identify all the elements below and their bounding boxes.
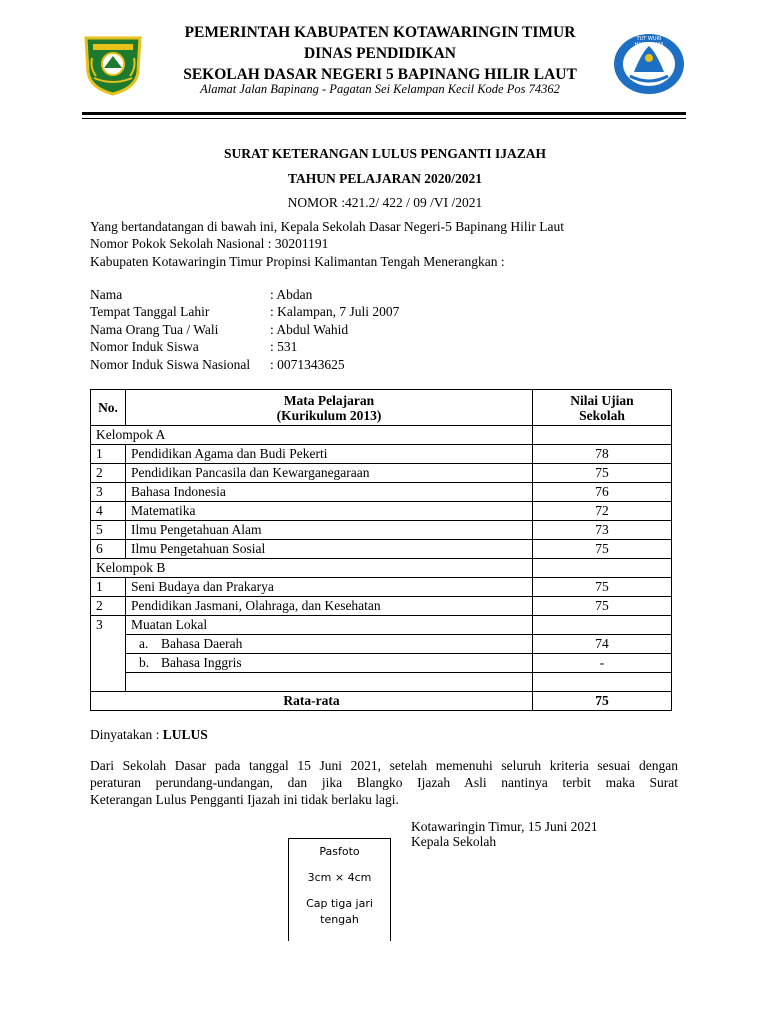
paragraph-line-3: Keterangan Lulus Pengganti Ijazah ini tidak berlaku lagi. — [90, 792, 399, 807]
table-row — [91, 578, 672, 597]
group-a-label: Kelompok A — [91, 426, 533, 445]
student-birth-value: : Kalampan, 7 Juli 2007 — [270, 304, 400, 319]
result-statement — [90, 727, 208, 743]
row-score: 75 — [533, 540, 672, 559]
signature-role: Kepala Sekolah — [411, 834, 497, 849]
signature-place-date: Kotawaringin Timur, 15 Juni 2021 — [411, 819, 598, 834]
row-no: 3 — [91, 483, 126, 502]
table-row — [91, 673, 672, 692]
row-score: 75 — [533, 464, 672, 483]
result-status: LULUS — [162, 727, 208, 742]
row-score: 75 — [533, 597, 672, 616]
header-line-3: SEKOLAH DASAR NEGERI 5 BAPINANG HILIR LAUT — [183, 66, 577, 83]
student-name-label: Nama — [90, 287, 123, 302]
row-subject: Pendidikan Pancasila dan Kewarganegaraan — [126, 464, 533, 483]
average-row — [91, 692, 672, 711]
row-subject: Ilmu Pengetahuan Sosial — [126, 540, 533, 559]
row-no: 2 — [91, 464, 126, 483]
document-year: TAHUN PELAJARAN 2020/2021 — [287, 171, 482, 186]
student-parent-label: Nama Orang Tua / Wali — [90, 322, 219, 337]
header-divider-thin — [82, 118, 686, 119]
paragraph-line-1: Dari Sekolah Dasar pada tanggal 15 Juni 2021, setelah memenuhi seluruh kriteria sesuai dengan — [90, 758, 678, 773]
row-subject: Muatan Lokal — [126, 616, 533, 635]
intro-line-2: Nomor Pokok Sekolah Nasional : 30201191 — [90, 236, 329, 251]
row-letter: a. — [139, 636, 149, 651]
intro-line-1: Yang bertandatangan di bawah ini, Kepala Sekolah Dasar Negeri-5 Bapinang Hilir Laut — [90, 219, 564, 234]
col-score-header-line-2: Sekolah — [579, 407, 625, 423]
photo-box — [288, 838, 391, 941]
row-subject: Matematika — [126, 502, 533, 521]
photo-box-line-2: 3cm × 4cm — [307, 871, 372, 884]
emblem-text: TUT WURI HANDAYANI — [634, 36, 664, 48]
row-subject: Seni Budaya dan Prakarya — [126, 578, 533, 597]
row-score: 76 — [533, 483, 672, 502]
photo-box-line-1: Pasfoto — [319, 845, 360, 858]
group-row — [91, 426, 672, 445]
result-prefix: Dinyatakan : — [90, 727, 163, 742]
student-name-value: : Abdan — [270, 287, 313, 302]
header-line-1: PEMERINTAH KABUPATEN KOTAWARINGIN TIMUR — [184, 24, 576, 41]
student-nis-label: Nomor Induk Siswa — [90, 339, 199, 354]
header-divider-thick — [82, 112, 686, 115]
row-subject: Bahasa Indonesia — [126, 483, 533, 502]
document-title: SURAT KETERANGAN LULUS PENGANTI IJAZAH — [223, 146, 547, 161]
col-subject-header-line-1: Mata Pelajaran — [283, 392, 375, 408]
table-row — [91, 521, 672, 540]
row-subject-text: Bahasa Daerah — [161, 636, 243, 651]
average-label: Rata-rata — [91, 692, 533, 711]
header-line-2: DINAS PENDIDIKAN — [303, 45, 456, 62]
intro-line-3: Kabupaten Kotawaringin Timur Propinsi Kalimantan Tengah Menerangkan : — [90, 254, 505, 269]
row-no: 4 — [91, 502, 126, 521]
grades-table — [90, 389, 672, 711]
table-row — [91, 464, 672, 483]
row-score: 73 — [533, 521, 672, 540]
col-score-header-line-1: Nilai Ujian — [570, 392, 634, 408]
row-no: 6 — [91, 540, 126, 559]
row-no: 1 — [91, 445, 126, 464]
row-subject: Ilmu Pengetahuan Alam — [126, 521, 533, 540]
paragraph-line-2: peraturan perundang-undangan, dan jika Blangko Ijazah Asli nantinya terbit maka Surat — [90, 775, 678, 790]
photo-box-line-4: tengah — [320, 913, 359, 926]
student-parent-value: : Abdul Wahid — [270, 322, 349, 337]
table-row — [91, 616, 672, 635]
row-subject: Pendidikan Jasmani, Olahraga, dan Kesehatan — [126, 597, 533, 616]
row-score: 75 — [533, 578, 672, 597]
table-row — [91, 540, 672, 559]
row-subject — [126, 654, 533, 673]
average-value: 75 — [533, 692, 672, 711]
table-row — [91, 654, 672, 673]
row-score: 74 — [533, 635, 672, 654]
col-score-header — [533, 390, 672, 426]
col-subject-header-line-2: (Kurikulum 2013) — [276, 407, 382, 423]
group-row — [91, 559, 672, 578]
row-score: 78 — [533, 445, 672, 464]
header-address: Alamat Jalan Bapinang - Pagatan Sei Kelampan Kecil Kode Pos 74362 — [200, 82, 560, 96]
document-number: NOMOR :421.2/ 422 / 09 /VI /2021 — [287, 195, 483, 210]
row-subject: Pendidikan Agama dan Budi Pekerti — [126, 445, 533, 464]
table-row — [91, 445, 672, 464]
table-row — [91, 597, 672, 616]
row-no: 5 — [91, 521, 126, 540]
row-score: 72 — [533, 502, 672, 521]
table-row — [91, 635, 672, 654]
col-no-header: No. — [91, 390, 126, 426]
col-subject-header — [126, 390, 533, 426]
student-nis-value: : 531 — [270, 339, 298, 354]
student-nisn-value: : 0071343625 — [270, 357, 345, 372]
photo-box-line-3: Cap tiga jari — [306, 897, 373, 910]
row-score: - — [533, 654, 672, 673]
student-birth-label: Tempat Tanggal Lahir — [90, 304, 210, 319]
row-no: 3 — [91, 616, 126, 692]
row-no: 2 — [91, 597, 126, 616]
row-subject — [126, 635, 533, 654]
row-letter: b. — [139, 655, 150, 670]
group-b-label: Kelompok B — [91, 559, 533, 578]
table-header-row — [91, 390, 672, 426]
row-subject-text: Bahasa Inggris — [161, 655, 242, 670]
row-no: 1 — [91, 578, 126, 597]
table-row — [91, 502, 672, 521]
table-row — [91, 483, 672, 502]
student-nisn-label: Nomor Induk Siswa Nasional — [90, 357, 251, 372]
